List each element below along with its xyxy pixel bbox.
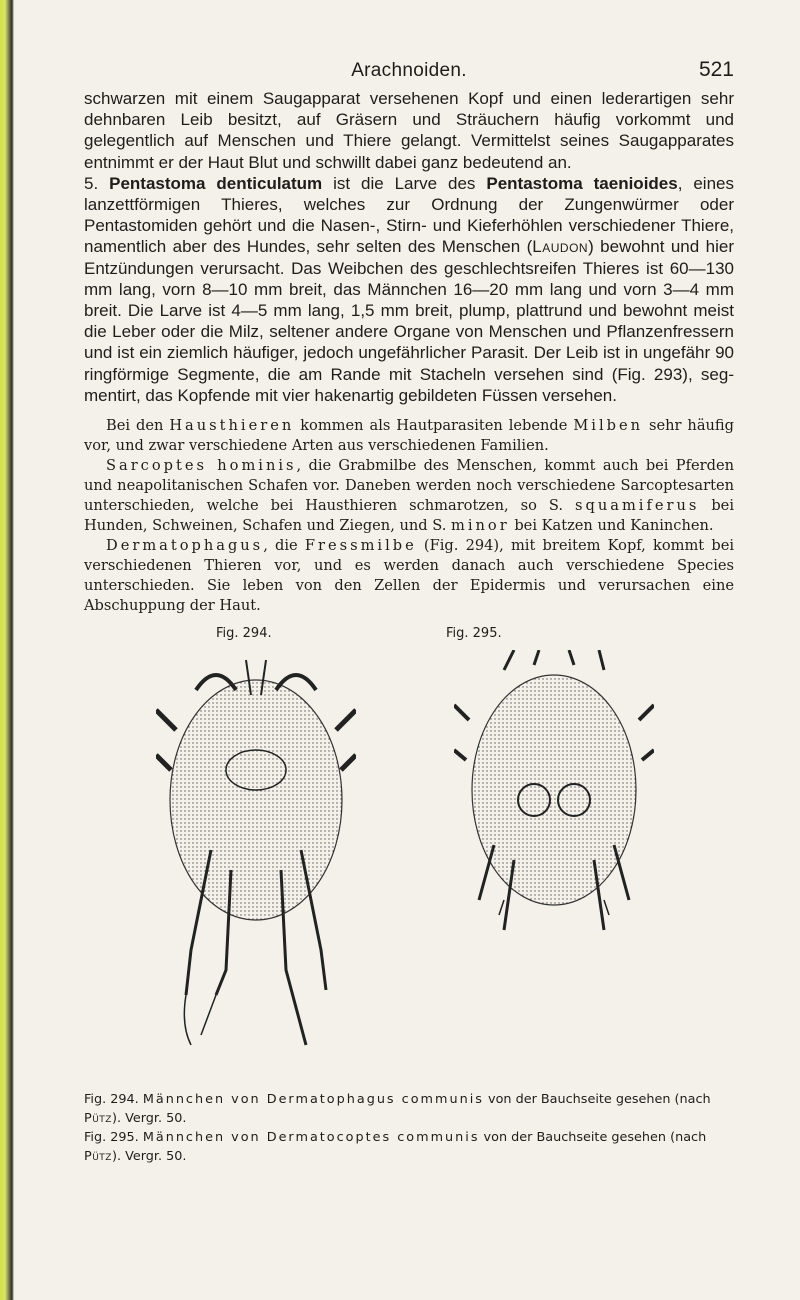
item-number: 5. [84,173,99,193]
book-spine-edge [0,0,14,1300]
dermatophagus-section: Dermatophagus, die Fressmilbe (Fig. 294), mit breitem Kopf, kommt bei verschiedenen Thieren vor, und es werden danach auch verschiedene Species unterschieden. Sie leben von den Zellen der Epidermis und verursachen eine Abschuppung der Haut. [84,537,734,615]
author-name: Laudon [532,237,589,257]
caption-figure-295: Fig. 295. Männchen von Dermatocoptes communis von der Bauchseite gesehen (nach Pütz). Vergr. 50. [84,1130,707,1165]
sarcoptes-section: Sarcoptes hominis, die Grabmilbe des Menschen, kommt auch bei Pferden und neapolitanischen Schafen vor. Daneben werden noch verschiedene Sarcoptesarten unterschieden, welche bei Hausthieren schmarotzen, so S. squamiferus bei Hunden, Schweinen, Schafen und Ziegen, und S. minor bei Katzen und Kaninchen. [84,457,734,535]
paragraph-tick-description: schwarzen mit einem Saugapparat versehenen Kopf und einen lederartigen sehr dehnbaren Leib besitzt, auf Gräsern und Sträuchern häufig vorkommt und gelegentlich auf Menschen und Thiere gelangt. Vermittelst seines Saugapparates entnimmt er der Haut Blut und schwillt dabei ganz bedeutend an. [84,89,734,172]
running-title: Arachnoiden. [351,60,467,81]
figure-labels [84,626,734,650]
figure-294-mite-illustration [156,650,356,1082]
figure-295-mite-illustration [454,650,654,1082]
paragraph-pentastoma [84,173,734,406]
paragraph-mites [84,416,734,616]
page-number: 521 [698,58,734,81]
text: ist die Larve des [322,173,487,193]
text: , eines lanzettförmigen Thieres, welches zur Ordnung der Zungenwürmer oder Pentastomiden gehört und die Nasen-, Stirn- und Kieferhöhlen verschiedener Thiere, namentlich aber des Hundes, sehr selten des Menschen ( [84,173,734,257]
term-pentastoma-denticulatum: Pentastoma denticulatum [109,173,323,193]
term-pentastoma-taenioides: Pentastoma taenioides [486,173,678,193]
page-header [84,0,734,88]
figure-295-label: Fig. 295. [446,626,502,642]
figure-captions [84,1090,734,1166]
page [84,0,734,1166]
text: ) bewohnt und hier Entzündungen verursacht. Das Weibchen des geschlechtsreifen Thieres ist 60—130 mm lang, vorn 8—10 mm breit, das Männchen 16—20 mm lang und vorn 3—4 mm breit. Die Larve ist 4—5 mm lang, 1,5 mm breit, plump, plattrund und bewohnt meist die Leber oder die Milz, seltener andere Organe von Menschen und Pflanzenfressern und ist ein ziemlich häufiger, jedoch ungefährlicher Parasit. Der Leib ist in ungefähr 90 ringförmige Segmente, die am Rande mit Stacheln versehen sind (Fig. 293), segmentirt, das Kopfende mit vier hakenartig gebildeten Füssen versehen. [84,237,734,405]
figure-294-label: Fig. 294. [216,626,272,642]
figures [84,650,734,1082]
caption-figure-294: Fig. 294. Männchen von Dermatophagus communis von der Bauchseite gesehen (nach Pütz). Vergr. 50. [84,1092,711,1127]
mites-intro: Bei den Hausthieren kommen als Hautparasiten lebende Milben sehr häufig vor, und zwar verschiedene Arten aus verschiedenen Familien. [84,417,735,455]
